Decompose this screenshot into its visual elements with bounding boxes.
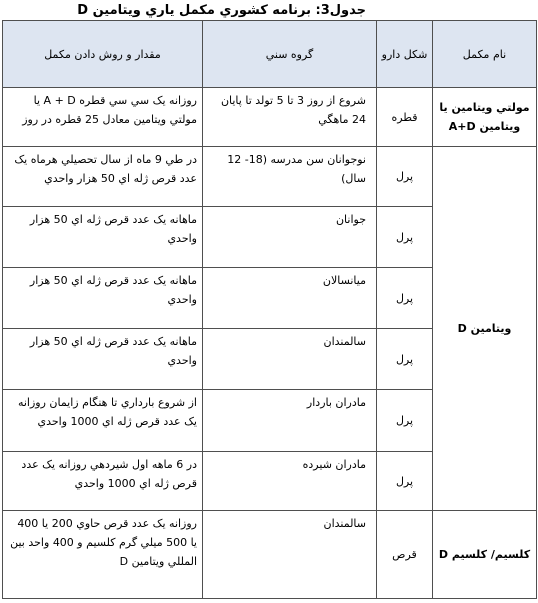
group-cell: سالمندان <box>203 511 377 599</box>
group-cell: مادران باردار <box>203 390 377 452</box>
group-cell: ميانسالان <box>203 268 377 329</box>
header-supplement: نام مکمل <box>433 21 537 88</box>
table-row <box>3 88 537 147</box>
group-cell: شروع از روز 3 تا 5 تولد تا پايان 24 ماهگي <box>203 88 377 147</box>
amount-cell: ماهانه يک عدد قرص ژله اي 50 هزار واحدي <box>3 207 203 268</box>
form-cell: پرل <box>377 268 433 329</box>
form-cell: قرص <box>377 511 433 599</box>
amount-cell: ماهانه يک عدد قرص ژله اي 50 هزار واحدي <box>3 329 203 390</box>
table-row <box>3 511 537 599</box>
amount-cell: روزانه يک عدد قرص حاوي 200 يا 400 يا 500 ميلي گرم کلسيم و 400 واحد بين المللي ويتامين D <box>3 511 203 599</box>
supplement-cell: مولتي ويتامين يا ويتامين A+D <box>433 88 537 147</box>
form-cell: پرل <box>377 390 433 452</box>
form-cell: قطره <box>377 88 433 147</box>
header-form: شکل دارو <box>377 21 433 88</box>
form-cell: پرل <box>377 452 433 511</box>
group-cell: سالمندان <box>203 329 377 390</box>
form-cell: پرل <box>377 147 433 207</box>
amount-cell: در طي 9 ماه از سال تحصيلي هرماه يک عدد قرص ژله اي 50 هزار واحدي <box>3 147 203 207</box>
header-amount: مقدار و روش دادن مکمل <box>3 21 203 88</box>
header-row <box>3 21 537 88</box>
supplement-cell: کلسيم/ کلسيم D <box>433 511 537 599</box>
group-cell: مادران شيرده <box>203 452 377 511</box>
table-row <box>3 147 537 207</box>
supplement-cell: ويتامين D <box>433 147 537 511</box>
group-cell: جوانان <box>203 207 377 268</box>
form-cell: پرل <box>377 329 433 390</box>
table-title: جدول3: برنامه کشوري مکمل ياري ويتامين D <box>77 3 366 18</box>
amount-cell: از شروع بارداري تا هنگام زايمان روزانه يک عدد قرص ژله اي 1000 واحدي <box>3 390 203 452</box>
amount-cell: ماهانه يک عدد قرص ژله اي 50 هزار واحدي <box>3 268 203 329</box>
amount-cell: در 6 ماهه اول شيردهي روزانه يک عدد قرص ژله اي 1000 واحدي <box>3 452 203 511</box>
form-cell: پرل <box>377 207 433 268</box>
group-cell: نوجوانان سن مدرسه (18- 12 سال) <box>203 147 377 207</box>
header-group: گروه سني <box>203 21 377 88</box>
amount-cell: روزانه يک سي سي قطره A + D يا مولتي ويتامين معادل 25 قطره در روز <box>3 88 203 147</box>
supplement-program-table <box>2 20 537 599</box>
